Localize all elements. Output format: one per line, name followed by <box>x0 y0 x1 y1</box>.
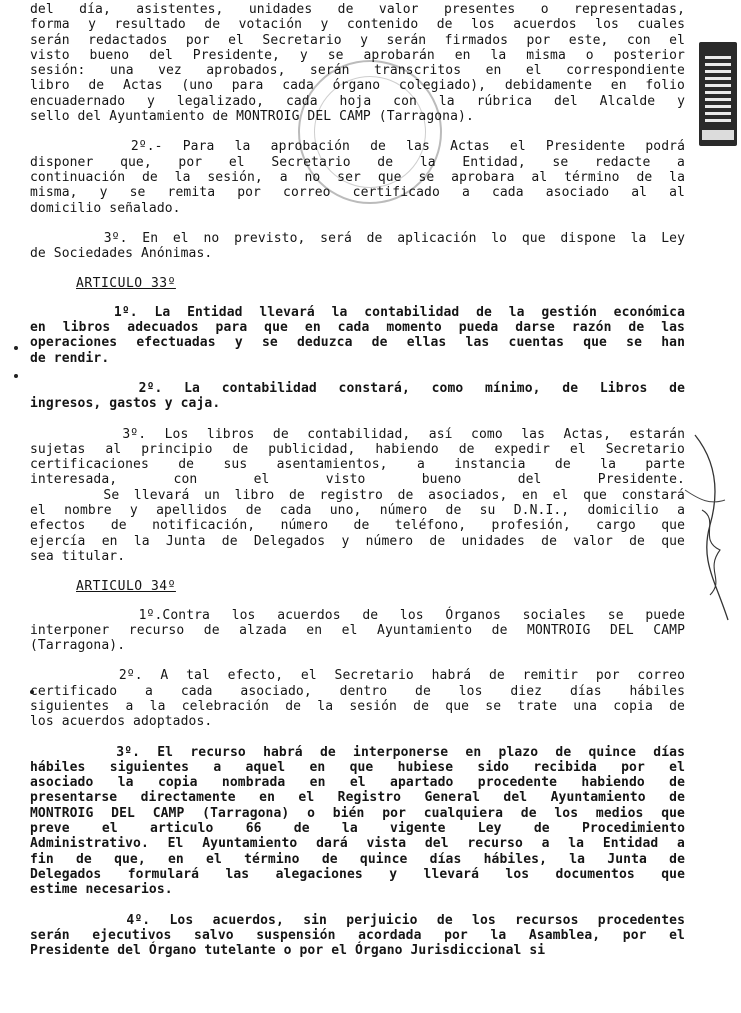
text-line: 3º. En el no previsto, será de aplicación lo que dispone la Ley <box>30 230 685 246</box>
text-line: domicilio señalado. <box>30 200 181 216</box>
text-line: sesión: una vez aprobados, serán transcritos en el correspondiente <box>30 63 685 79</box>
handwritten-signature <box>680 430 740 630</box>
fiscal-stamp-seal <box>699 42 737 146</box>
paragraph <box>30 2 685 124</box>
text-line: asociado la copia nombrada en el apartado procedente habiendo de <box>30 775 685 791</box>
text-line: operaciones efectuadas y se deduzca de ellas las cuentas que se han <box>30 335 685 351</box>
text-line: hábiles siguientes a aquel en que hubiese sido recibida por el <box>30 759 685 775</box>
text-line: interesada, con el visto bueno del Presidente. <box>30 472 685 488</box>
paragraph <box>30 427 685 565</box>
paragraph <box>30 745 685 898</box>
paragraph <box>30 608 685 654</box>
seal-caption <box>702 130 734 140</box>
text-line: interponer recurso de alzada en el Ayuntamiento de MONTROIG DEL CAMP <box>30 622 685 638</box>
text-line: 2º. La contabilidad constará, como mínimo, de Libros de <box>30 380 685 396</box>
text-line: Delegados formulará las alegaciones y llevará los documentos que <box>30 866 685 882</box>
text-line: continuación de la sesión, a no ser que se aprobara al término de la <box>30 169 685 185</box>
article-heading: ARTICULO 33º <box>76 276 176 292</box>
text-line: Presidente del Órgano tutelante o por el Órgano Jurisdiccional si <box>30 943 546 959</box>
paragraph <box>30 231 685 262</box>
text-line: libro de Actas (uno para cada órgano colegiado), debidamente en folio <box>30 78 685 94</box>
text-line: Se llevará un libro de registro de asociados, en el que constará <box>30 487 685 503</box>
text-line: el nombre y apellidos de cada uno, número de su D.N.I., domicilio a <box>30 503 685 519</box>
text-line: ejercía en la Junta de Delegados y número de unidades de valor de que <box>30 533 685 549</box>
margin-mark <box>14 374 18 378</box>
text-line: presentarse directamente en el Registro General del Ayuntamiento de <box>30 790 685 806</box>
paragraph <box>30 913 685 959</box>
margin-mark <box>14 346 18 350</box>
text-line: sea titular. <box>30 548 126 564</box>
text-line: 1º. La Entidad llevará la contabilidad de la gestión económica <box>30 304 685 320</box>
text-line: certificaciones de sus asentamientos, a instancia de la parte <box>30 457 685 473</box>
text-line: ingresos, gastos y caja. <box>30 396 221 412</box>
text-line: 1º.Contra los acuerdos de los Órganos sociales se puede <box>30 607 685 623</box>
text-line: 4º. Los acuerdos, sin perjuicio de los recursos procedentes <box>30 912 685 928</box>
text-line: efectos de notificación, número de teléfono, profesión, cargo que <box>30 518 685 534</box>
text-line: sujetas al principio de publicidad, habiendo de expedir el Secretario <box>30 441 685 457</box>
text-line: serán redactados por el Secretario y serán firmados por este, con el <box>30 32 685 48</box>
text-line: sello del Ayuntamiento de MONTROIG DEL CAMP (Tarragona). <box>30 109 474 125</box>
text-line: en libros adecuados para que en cada momento pueda darse razón de las <box>30 320 685 336</box>
paragraph <box>30 668 685 729</box>
text-line: de Sociedades Anónimas. <box>30 246 213 262</box>
text-line: misma, y se remita por correo certificado a cada asociado al al <box>30 185 685 201</box>
paragraph <box>30 381 685 412</box>
text-line: los acuerdos adoptados. <box>30 714 213 730</box>
text-line: fin de que, en el término de quince días hábiles, la Junta de <box>30 851 685 867</box>
text-line: Administrativo. El Ayuntamiento dará vista del recurso a la Entidad a <box>30 836 685 852</box>
text-line: encuadernado y legalizado, cada hoja con la rúbrica del Alcalde y <box>30 93 685 109</box>
text-line: del día, asistentes, unidades de valor presentes o representadas, <box>30 2 685 17</box>
text-line: 3º. El recurso habrá de interponerse en plazo de quince días <box>30 744 685 760</box>
paragraph <box>30 305 685 366</box>
text-line: disponer que, por el Secretario de la Entidad, se redacte a <box>30 154 685 170</box>
text-line: visto bueno del Presidente, y se aprobarán en la misma o posterior <box>30 47 685 63</box>
text-line: preve el articulo 66 de la vigente Ley de Procedimiento <box>30 821 685 837</box>
text-line: 2º.- Para la aprobación de las Actas el Presidente podrá <box>30 139 685 155</box>
document-body <box>30 2 685 973</box>
text-line: certificado a cada asociado, dentro de los diez días hábiles <box>30 683 685 699</box>
text-line: (Tarragona). <box>30 638 126 654</box>
text-line: estime necesarios. <box>30 882 173 898</box>
text-line: MONTROIG DEL CAMP (Tarragona) o bién por cualquiera de los medios que <box>30 805 685 821</box>
text-line: de rendir. <box>30 350 110 366</box>
article-heading: ARTICULO 34º <box>76 579 176 595</box>
text-line: forma y resultado de votación y contenido de los acuerdos los cuales <box>30 17 685 33</box>
text-line: 2º. A tal efecto, el Secretario habrá de remitir por correo <box>30 668 685 684</box>
text-line: siguientes a la celebración de la sesión de que se trate una copia de <box>30 698 685 714</box>
paragraph <box>30 139 685 215</box>
text-line: 3º. Los libros de contabilidad, así como las Actas, estarán <box>30 426 685 442</box>
text-line: serán ejecutivos salvo suspensión acordada por la Asamblea, por el <box>30 927 685 943</box>
seal-emblem <box>705 52 731 122</box>
